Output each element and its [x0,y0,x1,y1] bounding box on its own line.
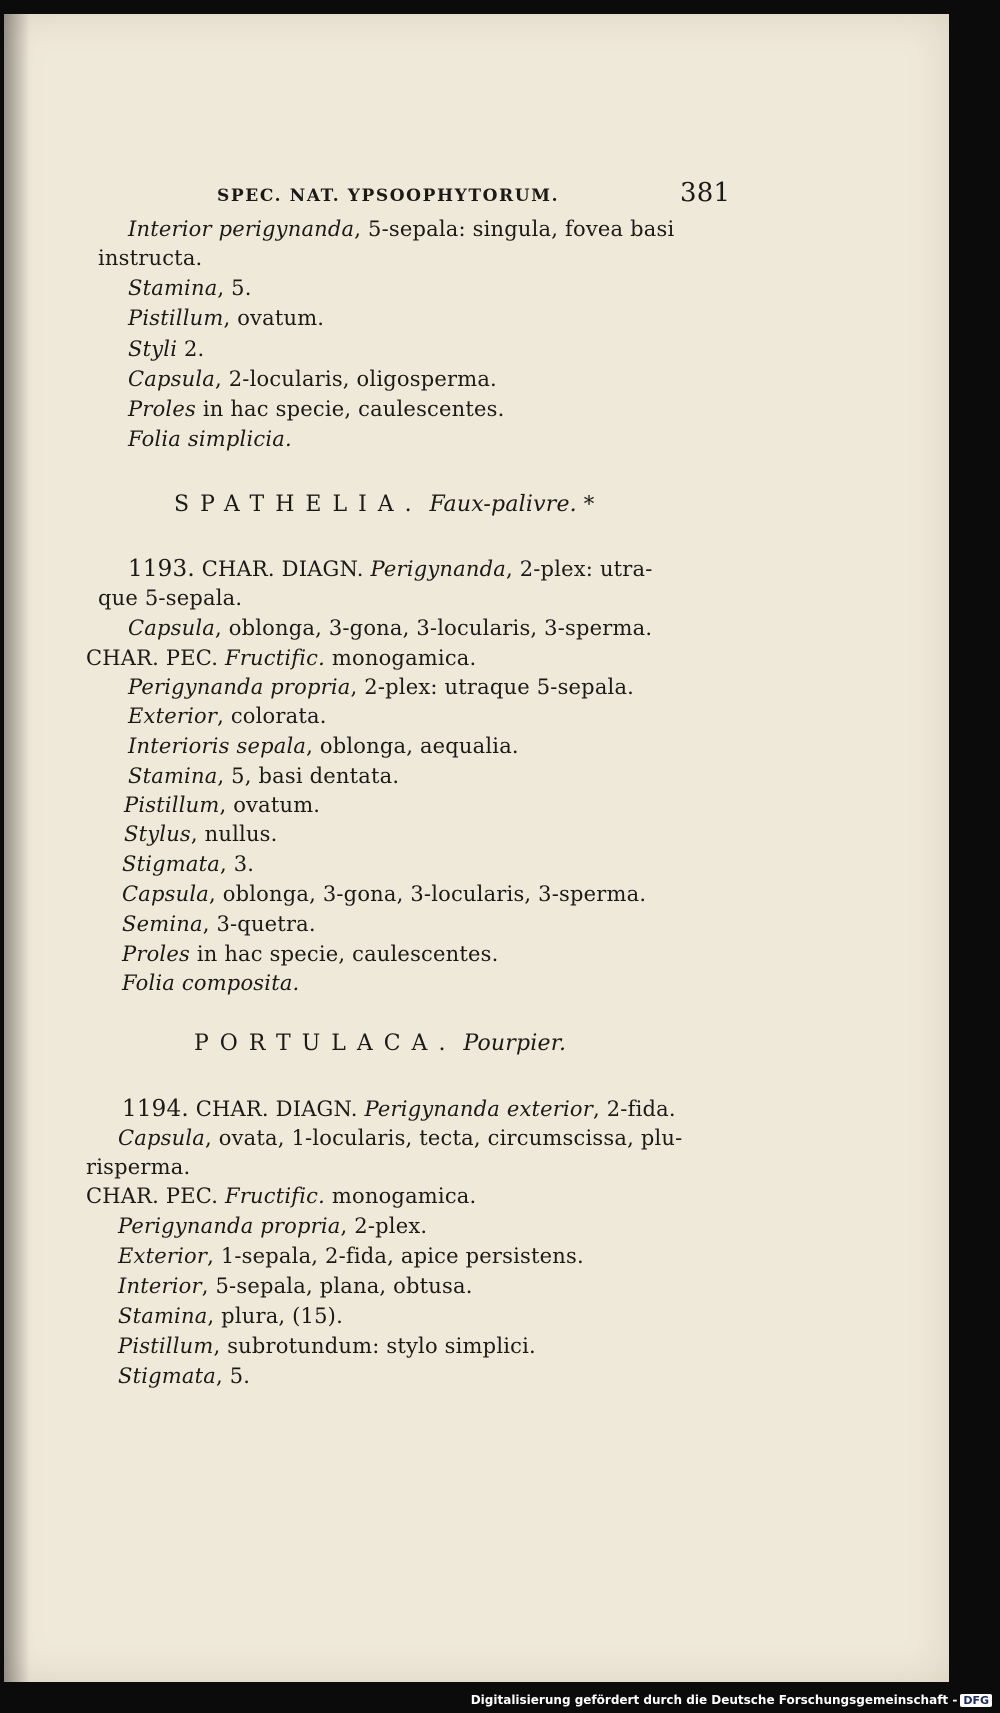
running-title: SPEC. NAT. YPSOOPHYTORUM. [217,186,560,206]
text-line: Interior perigynanda, 5-sepala: singula, fovea basi [128,217,675,241]
text-line: Interioris sepala, oblonga, aequalia. [128,734,519,758]
text-line: Stigmata, 5. [118,1364,251,1388]
text-line: instructa. [98,246,203,270]
text-line: Exterior, colorata. [128,704,327,728]
text-line: Semina, 3-quetra. [122,912,316,936]
text-line: Stigmata, 3. [122,852,255,876]
text-line: Folia simplicia. [128,427,292,451]
text-line: Stamina, 5. [128,276,252,300]
text-line: Pistillum, ovatum. [128,306,325,330]
page-gutter-shadow [4,14,30,1682]
text-line: CHAR. PEC. Fructific. monogamica. [86,1184,477,1208]
text-line: Interior, 5-sepala, plana, obtusa. [118,1274,473,1298]
digitization-credit: Digitalisierung gefördert durch die Deutsche Forschungsgemeinschaft - DFG [471,1693,992,1707]
text-line: CHAR. PEC. Fructific. monogamica. [86,646,477,670]
text-line: Proles in hac specie, caulescentes. [128,397,505,421]
text-line: Capsula, ovata, 1-locularis, tecta, circumscissa, plu- [118,1126,683,1150]
text-line: 1193. CHAR. DIAGN. Perigynanda, 2-plex: utra- [128,556,653,582]
text-line: Capsula, 2-locularis, oligosperma. [128,367,497,391]
text-line: Pistillum, ovatum. [124,793,321,817]
text-line: Proles in hac specie, caulescentes. [122,942,499,966]
text-line: Pistillum, subrotundum: stylo simplici. [118,1334,536,1358]
text-line: Perigynanda propria, 2-plex: utraque 5-sepala. [128,675,635,699]
page-number: 381 [680,178,731,208]
text-line: Capsula, oblonga, 3-gona, 3-locularis, 3-sperma. [128,616,653,640]
text-line: 1194. CHAR. DIAGN. Perigynanda exterior, 2-fida. [122,1096,676,1122]
text-line: Capsula, oblonga, 3-gona, 3-locularis, 3-sperma. [122,882,647,906]
text-line: Stamina, 5, basi dentata. [128,764,400,788]
text-line: risperma. [86,1155,191,1179]
book-page [4,14,949,1682]
text-line: que 5-sepala. [98,586,243,610]
genus-heading: SPATHELIA. Faux-palivre. * [174,492,595,517]
text-line: Stylus, nullus. [124,822,278,846]
dfg-logo: DFG [960,1694,992,1707]
text-line: Styli 2. [128,337,205,361]
text-line: Perigynanda propria, 2-plex. [118,1214,428,1238]
genus-heading: PORTULACA. Pourpier. [194,1031,567,1056]
text-line: Folia composita. [122,971,300,995]
text-line: Stamina, plura, (15). [118,1304,343,1328]
text-line: Exterior, 1-sepala, 2-fida, apice persistens. [118,1244,584,1268]
